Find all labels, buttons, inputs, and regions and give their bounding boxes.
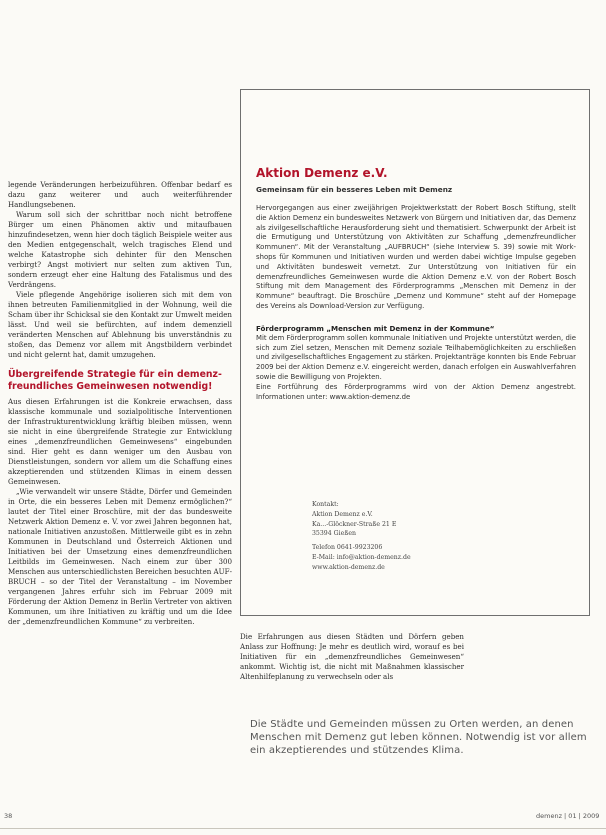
issue-label: demenz | 01 | 2009 [536,812,600,820]
contact-street: Ka...-Glöckner-Straße 21 E [312,520,397,528]
info-box-content [256,166,576,402]
middle-column [240,632,464,682]
pull-quote: Die Städte und Gemeinden müssen zu Orten werden, an denen Menschen mit Demenz gut leben können. Notwendig ist vor allem ein akzeptierendes und stützendes Klima. [250,719,587,756]
left-paragraph-2: Warum soll sich der schrittbar noch nicht betroffene Bürger um einen Phänomen aktiv und mitaufbauen hinzufindesetzen, wenn hier doch täglich Beispiele weiter aus den Medien entgegenschalt, welch tragisches Elend und welche Katastrophe sich dehinter für den Menschen verbirgt? Angst motiviert nur selten zum aktiven Tun, sondern erzeugt eher eine Haltung des Fatalismus und des Verdrängens. [8,210,232,289]
contact-web[interactable]: www.aktion-demenz.de [312,563,385,571]
info-box-title: Aktion Demenz e.V. [256,166,388,180]
contact-label: Kontakt: [312,501,339,508]
program-heading: Förderprogramm „Menschen mit Demenz in der Kommune“ [256,323,495,333]
page-number: 38 [4,812,13,820]
contact-city: 35394 Gießen [312,530,357,538]
program-text-2: Eine Fortführung des Förderprogramms wird von der Aktion Demenz angestrebt. Informationen unter: www.aktion-demenz.de [256,382,576,401]
left-column [8,180,232,627]
bottom-rule [0,828,606,829]
section-heading: Übergreifende Strategie für ein demenzfreundliches Gemeinwesen notwendig! [8,369,222,392]
info-box-intro: Hervorgegangen aus einer zweijährigen Projektwerkstatt der Robert Bosch Stiftung, stellt die Aktion Demenz ein bundesweites Netzwerk von Bürgern und Initiativen dar, das Demenz als zivilgesellschaftliche Herausforderung sieht und thematisiert. Schwerpunkt der Arbeit ist die Ermutigung und Unterstützung von Aktivitäten zur Schaffung „demenzfreundlicher Kommunen“. Mit der Veranstaltung „AUFBRUCH“ (siehe Interview S. 39) sowie mit Workshops für Kommunen und Initiativen wurden und werden dabei wichtige Impulse gegeben und Aktivitäten bundesweit vernetzt. Zur Unterstützung von Initiativen für ein demenzfreundliches Gemeinwesen wurde die Aktion Demenz e.V. von der Robert Bosch Stiftung mit dem Management des Förderprogramms „Menschen mit Demenz in der Kommune“ beauftragt. Die Broschüre „Demenz und Kommune“ steht auf der Homepage des Vereins als Download-Version zur Verfügung. [256,204,576,310]
left-paragraph-1: legende Veränderungen herbeizuführen. Offenbar bedarf es dazu ganz weiterer und auch weiterführender Handlungsebenen. [8,180,232,209]
left-paragraph-5: „Wie verwandelt wir unsere Städte, Dörfer und Gemeinden in Orte, die ein besseres Leben mit Demenz ermöglichen?“ lautet der Titel einer Broschüre, mit der das bundesweite Netzwerk Aktion Demenz e. V. vor zwei Jahren begonnen hat, nationale Initiativen anzustoßen. Mittlerweile gibt es in zehn Kommunen in Deutschland und Österreich Aktionen und Initiativen bei der Umsetzung eines demenzfreundlichen Leitbilds im Gemeinwesen. Nach einem zur über 300 Menschen aus unterschiedlichsten Bereichen besuchten AUFBRUCH – so der Titel der Veranstaltung – im November vergangenen Jahres erfuhr sich im Februar 2009 mit Förderung der Aktion Demenz in Berlin Vertreter von aktiven Kommunen, um ihre Initiativen zu kräftig und um die Idee der „demenzfreundlichen Kommune“ zu verbreiten. [8,487,232,626]
middle-paragraph: Die Erfahrungen aus diesen Städten und Dörfern geben Anlass zur Hoffnung: Je mehr es deutlich wird, worauf es bei Initiativen für ein „demenzfreundliches Gemeinwesen“ ankommt. Wichtig ist, die nicht mit Maßnahmen klassischer Altenhilfeplanung zu verwechseln oder als [240,632,464,681]
info-box-subtitle: Gemeinsam für ein besseres Leben mit Demenz [256,185,453,194]
left-paragraph-4: Aus diesen Erfahrungen ist die Konkreie erwachsen, dass klassische kommunale und sozialpolitische Interventionen der Infrastrukturentwicklung kräftig bleiben müssen, wenn sie nicht in eine übergreifende Strategie zur Entwicklung eines „demenzfreundlichen Gemeinwesens“ eingebunden sind. Hier geht es dann weniger um den Ausbau von Dienstleistungen, sondern vor allem um die Schaffung eines akzeptierenden und stützenden Klimas in einem dessen Gemeinwesen. [8,397,232,486]
contact-block [312,500,411,573]
contact-org: Aktion Demenz e.V. [312,510,373,518]
program-text: Mit dem Förderprogramm sollen kommunale Initiativen und Projekte unterstützt werden, die sich zum Ziel setzen, Menschen mit Demenz soziale Teilhabemöglichkeiten zu erschließen und zivilgesellschaftliches Engagement zu stärken. Projektanträge konnten bis Ende Februar 2009 bei der Aktion Demenz e.V. eingereicht werden, danach erfolgen ein Auswahlverfahren sowie die Bewilligung von Projekten. [256,333,576,381]
left-paragraph-3: Viele pflegende Angehörige isolieren sich mit dem von ihnen betreuten Familienmitglied in der Wohnung, weil die Scham über ihr Schicksal sie den Kontakt zur Umwelt meiden lässt. Und weil sie befürchten, auf indem demenziell veränderten Menschen auf Ablehnung bis unverständnis zu stoßen, das Demenz vor allem mit Angstbildern verbindet und nicht gelernt hat, damit umzugehen. [8,290,232,359]
info-box [240,89,590,616]
contact-email[interactable]: E-Mail: info@aktion-demenz.de [312,553,411,561]
contact-phone: Telefon 0641-9923206 [312,544,383,552]
